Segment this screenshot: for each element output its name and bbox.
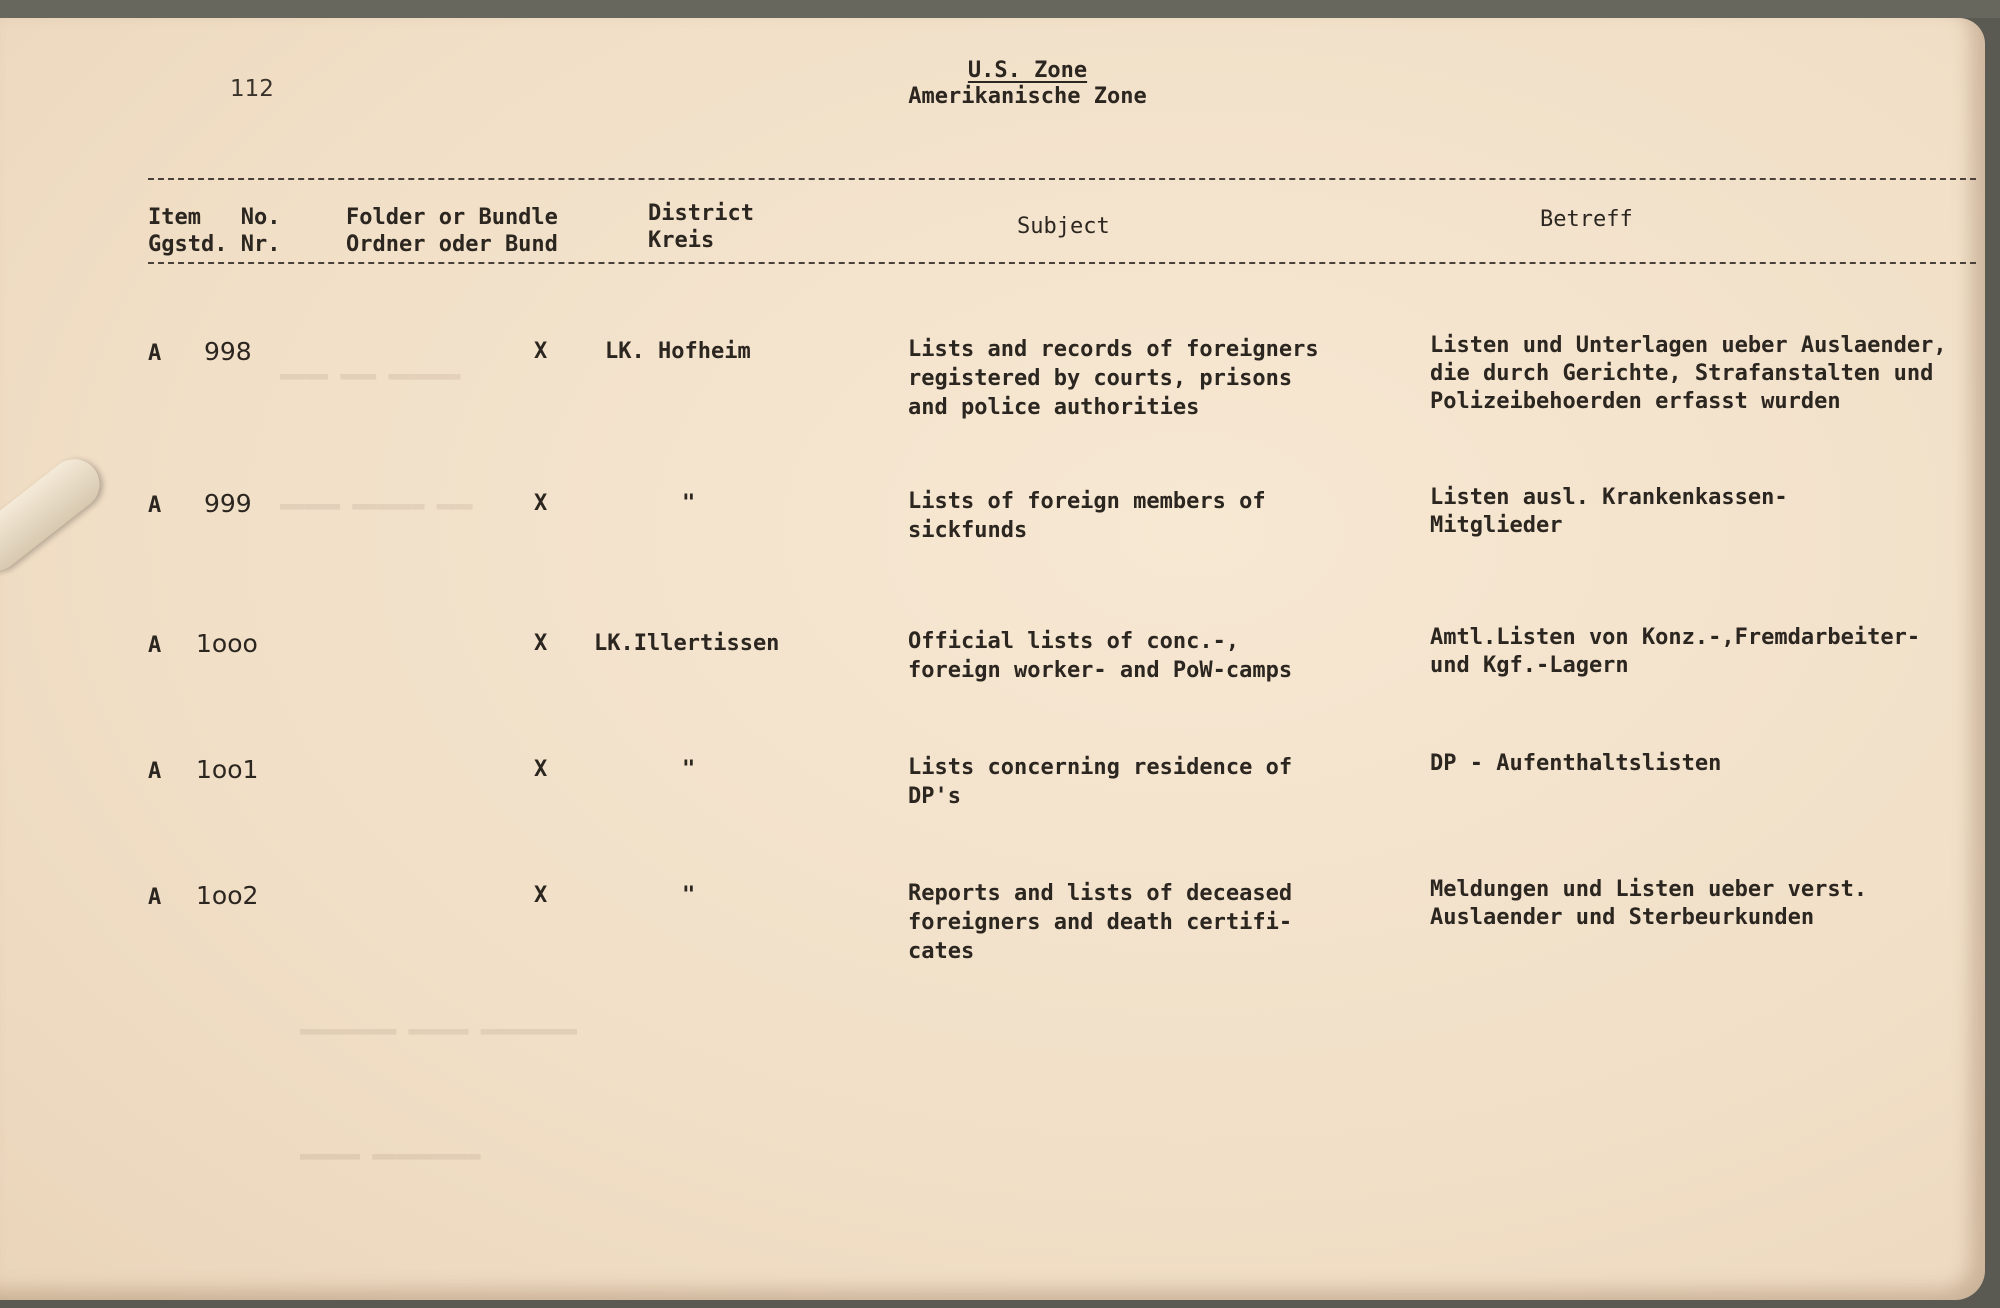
row-item-number: 998 — [204, 337, 252, 366]
header-subject: Subject — [1017, 214, 1110, 239]
scanner-edge — [0, 0, 2000, 18]
row-betreff-line: Listen und Unterlagen ueber Auslaender, — [1430, 333, 1947, 358]
header-bottom-rule — [148, 262, 1976, 264]
row-folder-mark: X — [534, 631, 548, 656]
row-district: " — [682, 883, 696, 908]
row-betreff-line: und Kgf.-Lagern — [1430, 653, 1629, 678]
row-subject-line: DP's — [908, 784, 961, 809]
row-item-letter: A — [148, 885, 162, 910]
row-folder-mark: X — [534, 491, 548, 516]
row-betreff-line: Meldungen und Listen ueber verst. — [1430, 877, 1868, 902]
bleed-through: ▬▬▬▬▬ ▬▬▬▬▬▬ ▬▬▬ — [280, 493, 473, 517]
document-page — [0, 18, 1985, 1300]
row-subject-line: cates — [908, 939, 975, 964]
row-item-letter: A — [148, 341, 162, 366]
row-betreff-line: die durch Gerichte, Strafanstalten und — [1430, 361, 1934, 386]
row-item-number: 999 — [204, 489, 252, 518]
row-district: LK. Hofheim — [605, 339, 751, 364]
row-item-letter: A — [148, 633, 162, 658]
row-district: " — [682, 757, 696, 782]
bleed-through: ▬▬▬▬▬▬▬▬ ▬▬▬▬▬ ▬▬▬▬▬▬▬▬ — [300, 1018, 577, 1042]
row-item-number: 1oo1 — [196, 755, 259, 784]
row-betreff-line: Listen ausl. Krankenkassen- — [1430, 485, 1788, 510]
zone-title-english: U.S. Zone — [967, 58, 1088, 83]
header-folder: Folder or Bundle Ordner oder Bund — [346, 205, 558, 257]
zone-title-german: Amerikanische Zone — [908, 84, 1147, 109]
header-item-no: Item No. Ggstd. Nr. — [148, 205, 281, 257]
row-subject-line: Lists concerning residence of — [908, 755, 1293, 780]
row-subject-line: sickfunds — [908, 518, 1028, 543]
header-top-rule — [148, 178, 1976, 180]
row-subject-line: registered by courts, prisons — [908, 366, 1293, 391]
row-district: " — [682, 491, 696, 516]
row-subject-line: Lists of foreign members of — [908, 489, 1266, 514]
row-district: LK.Illertissen — [594, 631, 780, 656]
row-folder-mark: X — [534, 339, 548, 364]
row-betreff-line: Mitglieder — [1430, 513, 1563, 538]
row-item-letter: A — [148, 759, 162, 784]
row-folder-mark: X — [534, 883, 548, 908]
bleed-through: ▬▬▬▬ ▬▬▬ ▬▬▬▬▬▬ — [280, 363, 461, 387]
row-betreff-line: DP - Aufenthaltslisten — [1430, 751, 1722, 776]
row-betreff-line: Auslaender und Sterbeurkunden — [1430, 905, 1815, 930]
row-subject-line: Reports and lists of deceased — [908, 881, 1293, 906]
row-subject-line: Lists and records of foreigners — [908, 337, 1319, 362]
row-subject-line: and police authorities — [908, 395, 1200, 420]
row-item-number: 1oo2 — [196, 881, 259, 910]
row-subject-line: foreign worker- and PoW-camps — [908, 658, 1293, 683]
row-subject-line: foreigners and death certifi- — [908, 910, 1293, 935]
row-folder-mark: X — [534, 757, 548, 782]
page-number: 112 — [230, 76, 274, 102]
header-betreff: Betreff — [1540, 207, 1633, 232]
row-subject-line: Official lists of conc.-, — [908, 629, 1240, 654]
row-item-number: 1ooo — [196, 629, 258, 658]
row-item-letter: A — [148, 493, 162, 518]
header-district: District Kreis — [648, 201, 754, 253]
row-betreff-line: Polizeibehoerden erfasst wurden — [1430, 389, 1841, 414]
row-betreff-line: Amtl.Listen von Konz.-,Fremdarbeiter- — [1430, 625, 1921, 650]
bleed-through: ▬▬▬▬▬ ▬▬▬▬▬▬▬▬▬ — [300, 1143, 481, 1167]
